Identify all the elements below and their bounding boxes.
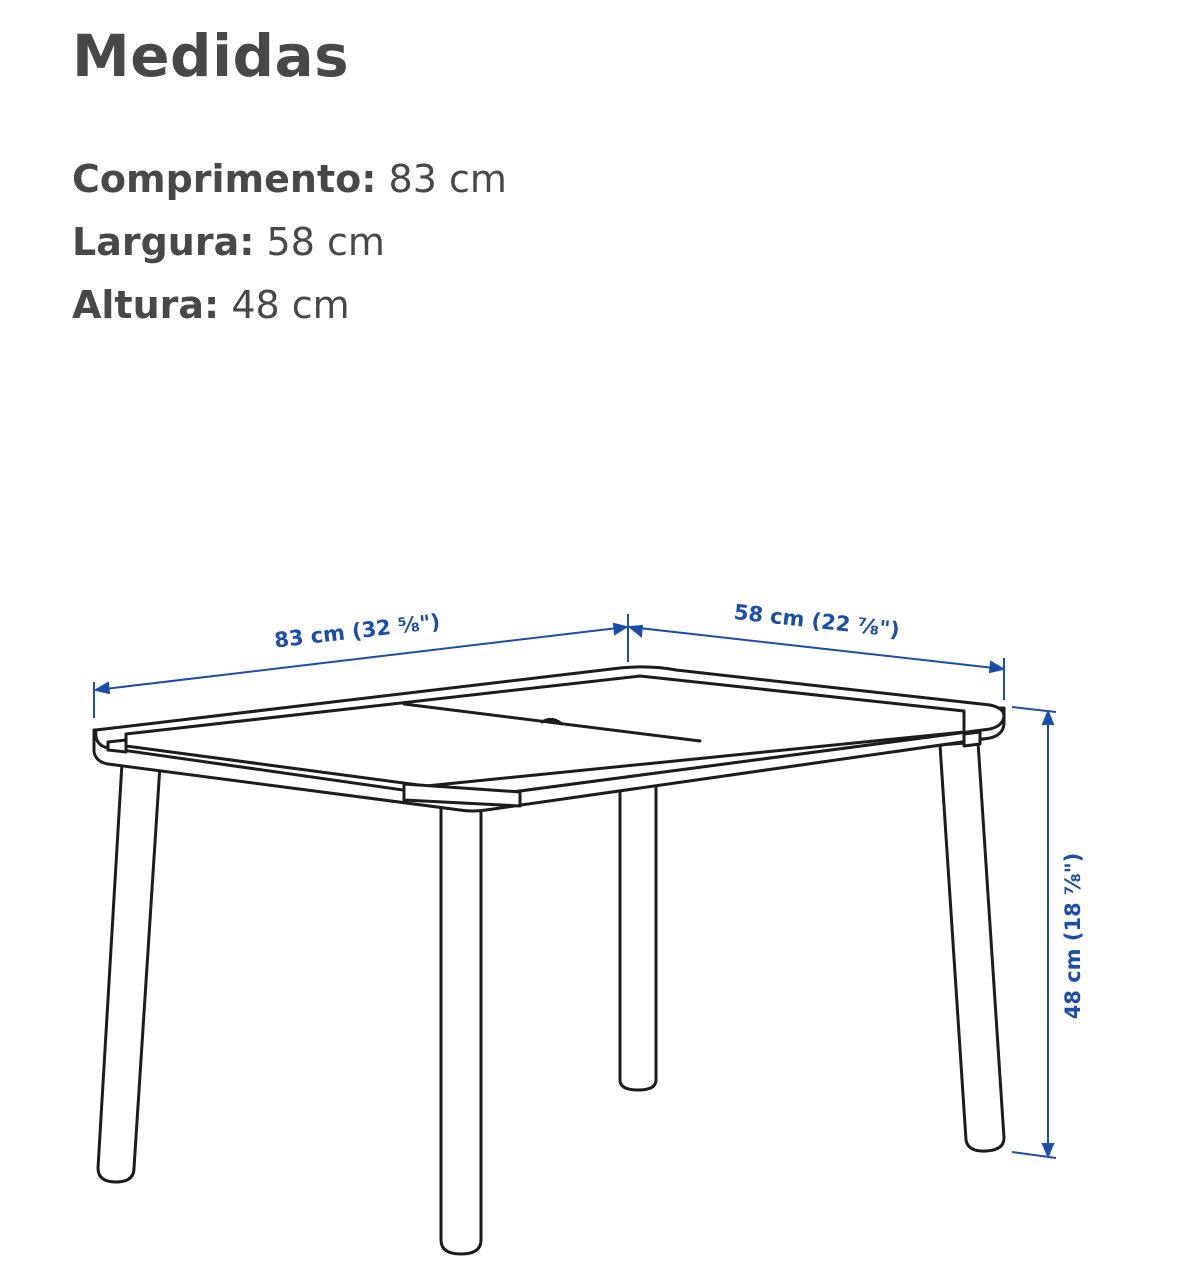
width-arrow-left [630, 626, 642, 636]
width-dimension-line [630, 627, 1003, 669]
length-arrow-right [614, 624, 626, 634]
spec-length-value: 83 cm [388, 157, 507, 201]
height-arrow-top [1043, 712, 1053, 724]
spec-height [72, 274, 507, 337]
height-extension-top [1012, 707, 1056, 712]
table-leg-front [441, 806, 481, 1254]
spec-length-label: Comprimento: [72, 157, 377, 201]
spec-width-value: 58 cm [266, 220, 385, 264]
width-dimension-label: 58 cm (22 ⅞") [732, 599, 901, 643]
spec-width-label: Largura: [72, 220, 255, 264]
height-arrow-bottom [1043, 1144, 1053, 1156]
spec-height-label: Altura: [72, 283, 220, 327]
table-leg-left [98, 763, 160, 1182]
height-dimension-label: 48 cm (18 ⅞") [1061, 852, 1085, 1020]
corner-clip-left [108, 740, 126, 752]
length-arrow-left [96, 683, 109, 693]
spec-height-value: 48 cm [231, 283, 350, 327]
table-dimension-diagram [0, 560, 1179, 1274]
table-illustration [94, 667, 1004, 1254]
dimension-spec-list [72, 148, 507, 337]
width-arrow-right [990, 662, 1003, 672]
page-title: Medidas [72, 22, 350, 90]
table-leg-right [940, 742, 1004, 1151]
length-dimension-label: 83 cm (32 ⅝") [273, 609, 442, 653]
corner-clip-right [964, 732, 980, 746]
spec-width [72, 211, 507, 274]
spec-length [72, 148, 507, 211]
table-leg-back [620, 786, 656, 1090]
